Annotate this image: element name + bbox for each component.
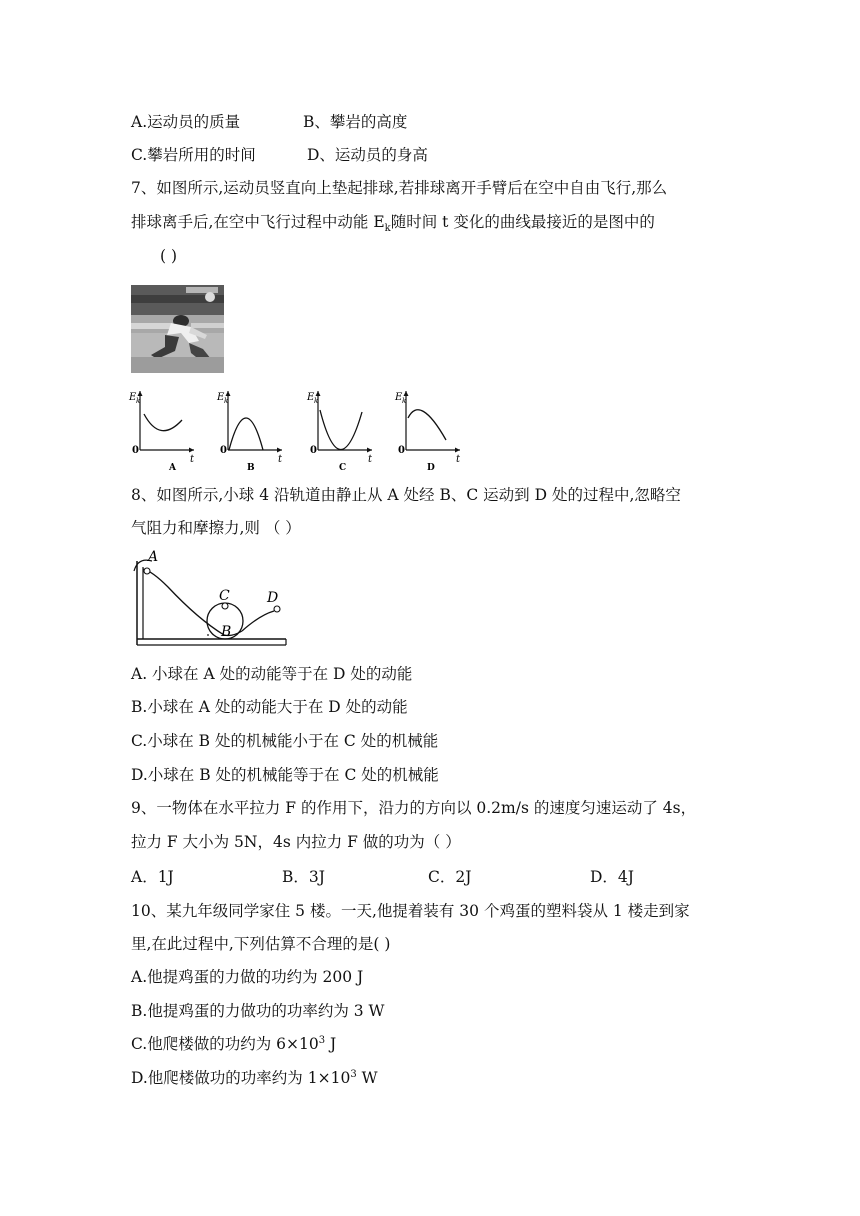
q10-option-d-exp: 3 [350, 1068, 357, 1080]
q10-option-c [131, 1033, 336, 1055]
q7-stem-line2 [131, 211, 655, 233]
q7-stem-pre: 排球离手后,在空中飞行过程中动能 E [131, 213, 385, 231]
q7-stem-line1: 7、如图所示,运动员竖直向上垫起排球,若排球离开手臂后在空中自由飞行,那么 [131, 179, 668, 197]
q9-option-b: B．3J [282, 868, 325, 886]
q10-stem-line1: 10、某九年级同学家住 5 楼。一天,他提着装有 30 个鸡蛋的塑料袋从 1 楼走到家 [131, 902, 690, 920]
graph-a-ylabel: E [129, 392, 137, 403]
q8-option-d: D.小球在 B 处的机械能等于在 C 处的机械能 [131, 766, 439, 784]
q8-option-b: B.小球在 A 处的动能大于在 D 处的动能 [131, 698, 408, 716]
q6-options-row1 [131, 111, 407, 133]
graph-b-ysub: k [224, 397, 229, 405]
track-label-b: B [221, 624, 232, 640]
q8-track-diagram [128, 547, 290, 653]
q10-option-c-text: C.他爬楼做的功约为 6×10 [131, 1035, 319, 1053]
graph-option-b [216, 391, 283, 473]
q9-stem-line2: 拉力 F 大小为 5N，4s 内拉力 F 做的功为（ ） [131, 833, 461, 851]
q10-option-c-unit: J [325, 1035, 337, 1053]
q6-options-row2 [131, 144, 428, 166]
q10-stem-line2: 里,在此过程中,下列估算不合理的是( ) [131, 935, 391, 953]
graph-c-letter: C [339, 463, 347, 473]
graph-d-xlabel: t [456, 454, 461, 465]
graph-a-letter: A [169, 463, 176, 473]
q10-option-d [131, 1067, 378, 1089]
graph-b-letter: B [247, 463, 255, 473]
graph-c-ylabel: E [307, 392, 315, 403]
graph-d-ylabel: E [395, 392, 403, 403]
q7-ek-graphs [128, 388, 473, 482]
graph-d-ysub: k [402, 397, 407, 405]
q6-option-d: D、运动员的身高 [307, 146, 428, 164]
q9-option-a: A．1J [131, 868, 174, 886]
q7-stem-sub: k [384, 223, 391, 235]
q6-option-a: A.运动员的质量 [131, 113, 241, 131]
graph-b-origin: 0 [220, 445, 227, 456]
q10-option-d-unit: W [356, 1069, 378, 1087]
q10-option-b: B.他提鸡蛋的力做功的功率约为 3 W [131, 1002, 385, 1020]
q7-stem-post: 随时间 t 变化的曲线最接近的是图中的 [390, 213, 655, 231]
graph-a-origin: 0 [132, 445, 139, 456]
q9-option-d: D．4J [590, 868, 635, 886]
graph-option-a [128, 391, 195, 473]
q10-option-a: A.他提鸡蛋的力做的功约为 200 J [131, 968, 364, 986]
q9-option-c: C．2J [428, 868, 472, 886]
graph-c-origin: 0 [310, 445, 317, 456]
volleyball-photo [131, 285, 224, 373]
q10-option-d-text: D.他爬楼做功的功率约为 1×10 [131, 1069, 351, 1087]
graph-d-letter: D [427, 463, 435, 473]
graph-a-xlabel: t [190, 454, 195, 465]
track-label-c: C [219, 588, 230, 604]
graph-d-origin: 0 [398, 445, 405, 456]
track-label-a: A [148, 549, 159, 565]
q6-option-b: B、攀岩的高度 [303, 113, 408, 131]
q6-option-c: C.攀岩所用的时间 [131, 146, 256, 164]
q8-option-c: C.小球在 B 处的机械能小于在 C 处的机械能 [131, 732, 439, 750]
graph-option-d [394, 391, 461, 473]
q8-stem-line1: 8、如图所示,小球 4 沿轨道由静止从 A 处经 B、C 运动到 D 处的过程中,忽略空 [131, 486, 681, 504]
q8-stem-line2: 气阻力和摩擦力,则 （ ） [131, 519, 301, 537]
q7-answer-bracket: ( ) [160, 247, 178, 265]
track-label-d: D [267, 590, 279, 606]
q8-option-a: A. 小球在 A 处的动能等于在 D 处的动能 [131, 665, 413, 683]
graph-c-ysub: k [314, 397, 319, 405]
graph-option-c [306, 391, 373, 473]
graph-b-xlabel: t [278, 454, 283, 465]
graph-c-xlabel: t [368, 454, 373, 465]
q9-stem-line1: 9、一物体在水平拉力 F 的作用下，沿力的方向以 0.2m/s 的速度匀速运动了 4s， [131, 799, 697, 817]
graph-a-ysub: k [136, 397, 141, 405]
q10-option-c-exp: 3 [318, 1034, 326, 1046]
graph-b-ylabel: E [217, 392, 225, 403]
q9-options [131, 866, 634, 888]
